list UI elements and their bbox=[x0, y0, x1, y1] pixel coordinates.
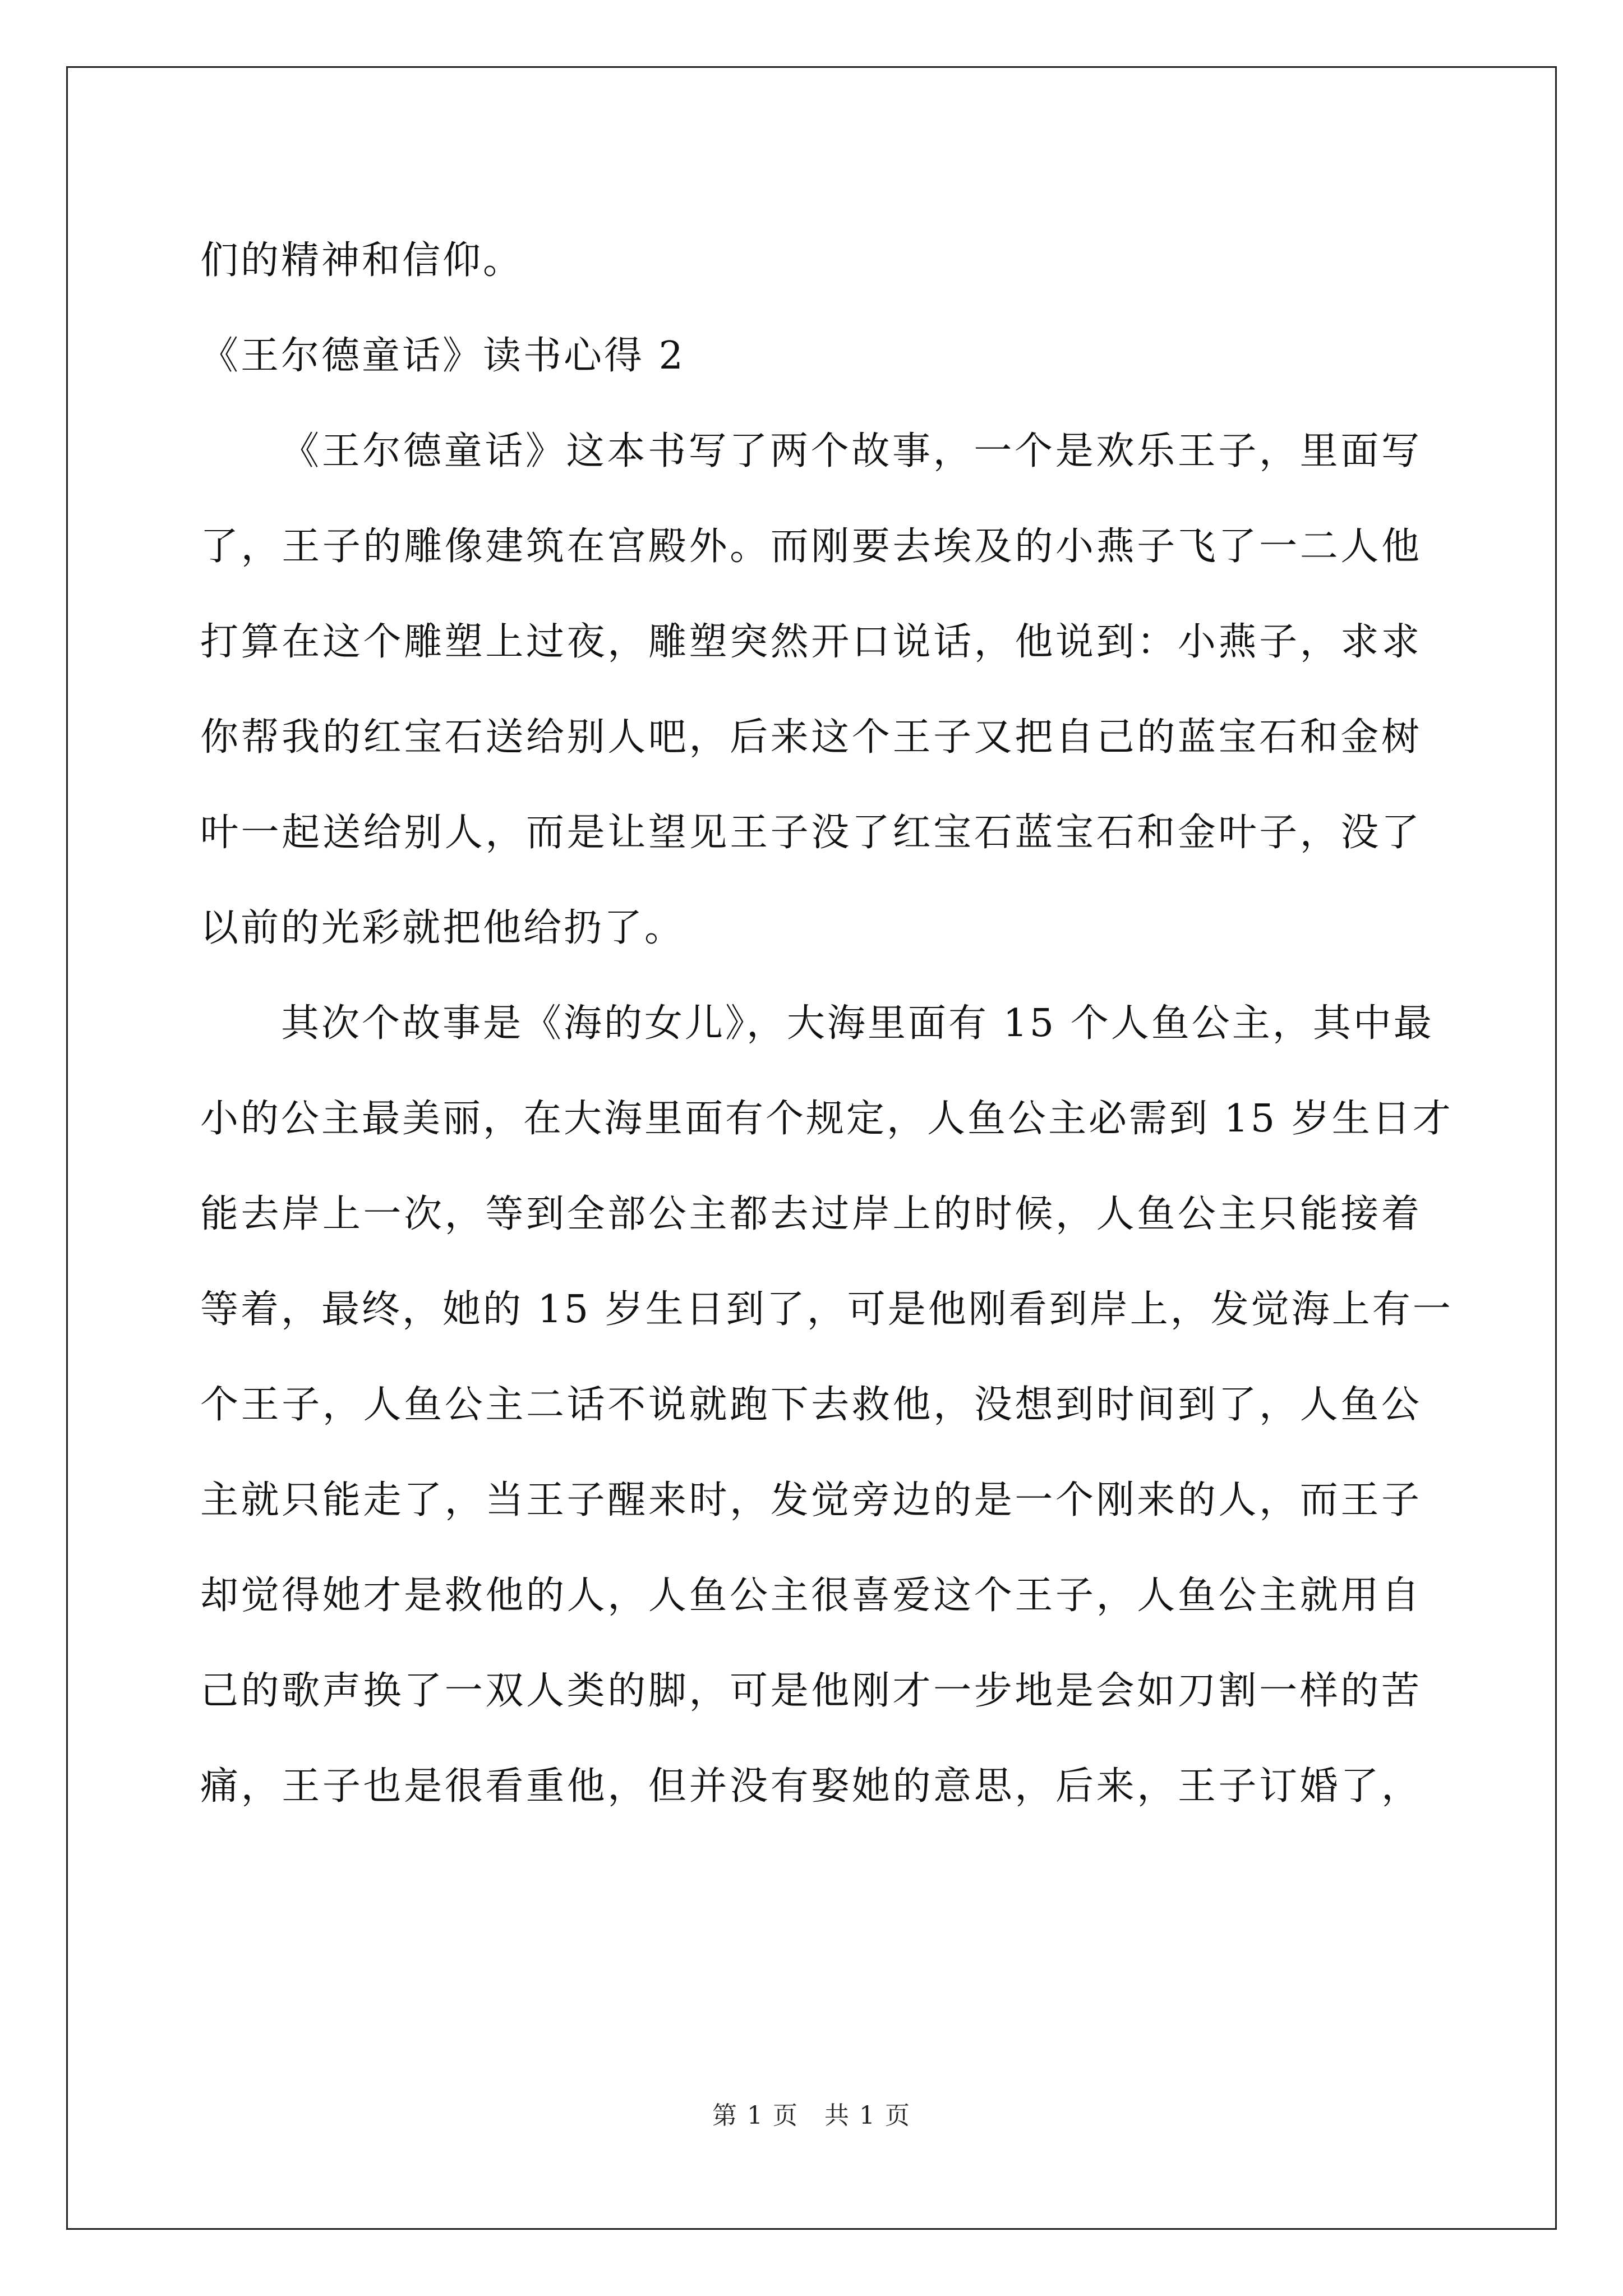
text-line: 《王尔德童话》这本书写了两个故事，一个是欢乐王子，里面写 bbox=[281, 429, 1422, 473]
text-line: 了，王子的雕像建筑在宫殿外。而刚要去埃及的小燕子飞了一二人他 bbox=[200, 524, 1422, 569]
text-line: 个王子，人鱼公主二话不说就跑下去救他，没想到时间到了，人鱼公 bbox=[200, 1383, 1422, 1427]
text-line: 小的公主最美丽，在大海里面有个规定，人鱼公主必需到 15 岁生日才 bbox=[200, 1097, 1453, 1141]
text-line: 们的精神和信仰。 bbox=[200, 238, 524, 283]
section-heading: 《王尔德童话》读书心得 2 bbox=[200, 334, 685, 378]
text-line: 其次个故事是《海的女儿》，大海里面有 15 个人鱼公主，其中最 bbox=[281, 1001, 1434, 1046]
text-line: 己的歌声换了一双人类的脚，可是他刚才一步地是会如刀割一样的苦 bbox=[200, 1669, 1422, 1713]
text-line: 却觉得她才是救他的人，人鱼公主很喜爱这个王子，人鱼公主就用自 bbox=[200, 1573, 1422, 1618]
page-footer: 第 1 页 共 1 页 bbox=[712, 2101, 911, 2130]
text-line: 主就只能走了，当王子醒来时，发觉旁边的是一个刚来的人，而王子 bbox=[200, 1478, 1422, 1522]
text-line: 叶一起送给别人，而是让望见王子没了红宝石蓝宝石和金叶子，没了 bbox=[200, 811, 1422, 855]
text-line: 以前的光彩就把他给扔了。 bbox=[200, 906, 685, 950]
text-line: 打算在这个雕塑上过夜，雕塑突然开口说话，他说到：小燕子，求求 bbox=[200, 620, 1422, 664]
text-line: 痛，王子也是很看重他，但并没有娶她的意思，后来，王子订婚了， bbox=[200, 1764, 1422, 1809]
text-line: 你帮我的红宝石送给别人吧，后来这个王子又把自己的蓝宝石和金树 bbox=[200, 715, 1422, 760]
document-body bbox=[200, 213, 1453, 1834]
text-line: 能去岸上一次，等到全部公主都去过岸上的时候，人鱼公主只能接着 bbox=[200, 1192, 1422, 1236]
text-line: 等着，最终，她的 15 岁生日到了，可是他刚看到岸上，发觉海上有一 bbox=[200, 1287, 1453, 1332]
